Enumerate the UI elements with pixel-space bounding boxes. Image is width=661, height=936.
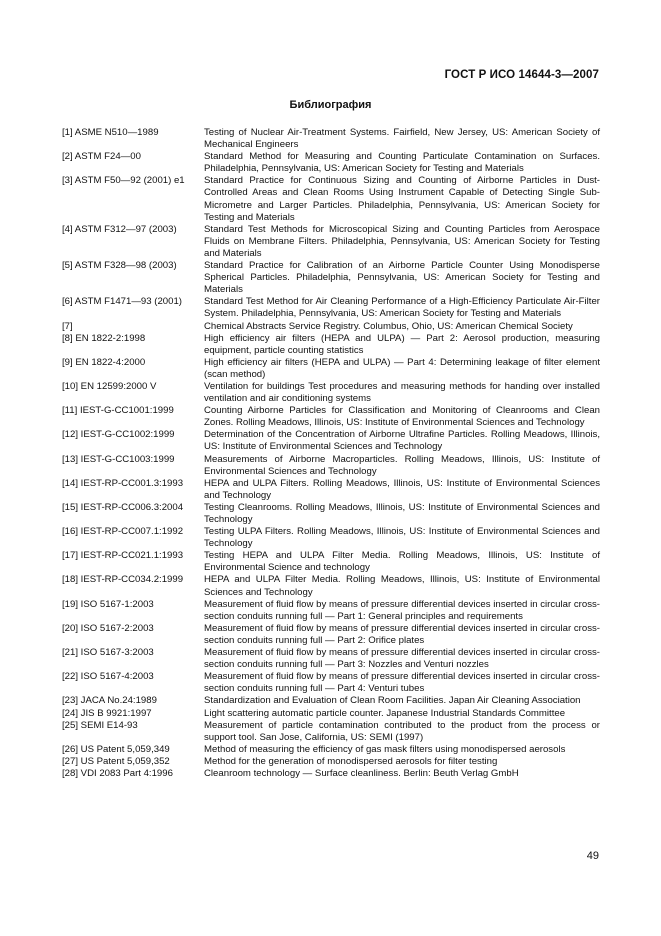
entry-description: Measurement of fluid flow by means of pressure differential devices inserted in circular cross-section conduits running full — Part 1: General principles and requirements bbox=[204, 598, 600, 622]
entry-description: Counting Airborne Particles for Classification and Monitoring of Cleanrooms and Clean Zones. Rolling Meadows, Illinois, US: Institute of Environmental Sciences and Technology bbox=[204, 405, 600, 429]
entry-reference: [16] IEST-RP-CC007.1:1992 bbox=[62, 526, 184, 538]
entry-description: Method for the generation of monodispersed aerosols for filter testing bbox=[204, 755, 498, 767]
bibliography-entry bbox=[62, 333, 600, 357]
entry-reference: [27] US Patent 5,059,352 bbox=[62, 755, 170, 767]
entry-reference: [12] IEST-G-CC1002:1999 bbox=[62, 429, 175, 441]
bibliography-entry bbox=[62, 647, 600, 671]
entry-description: Measurement of fluid flow by means of pressure differential devices inserted in circular cross-section conduits running full — Part 2: Orifice plates bbox=[204, 622, 600, 646]
entry-reference: [21] ISO 5167-3:2003 bbox=[62, 647, 154, 659]
bibliography-entry bbox=[62, 623, 600, 647]
bibliography-entry bbox=[62, 260, 600, 296]
entry-description: Testing ULPA Filters. Rolling Meadows, Illinois, US: Institute of Environmental Sciences and Technology bbox=[204, 526, 600, 550]
bibliography-entry bbox=[62, 127, 600, 151]
entry-reference: [24] JIS B 9921:1997 bbox=[62, 707, 152, 719]
bibliography-entry bbox=[62, 454, 600, 478]
entry-description: High efficiency air filters (HEPA and ULPA) — Part 4: Determining leakage of filter element (scan method) bbox=[204, 356, 600, 380]
entry-reference: [7] bbox=[62, 320, 73, 332]
entry-description: Measurements of Airborne Macroparticles. Rolling Meadows, Illinois, US: Institute of Environmental Sciences and Technology bbox=[204, 453, 600, 477]
entry-description: Cleanroom technology — Surface cleanliness. Berlin: Beuth Verlag GmbH bbox=[204, 767, 519, 779]
entry-reference: [18] IEST-RP-CC034.2:1999 bbox=[62, 574, 184, 586]
bibliography-entry bbox=[62, 756, 600, 768]
entry-reference: [6] ASTM F1471—93 (2001) bbox=[62, 296, 182, 308]
entry-reference: [22] ISO 5167-4:2003 bbox=[62, 671, 154, 683]
entry-reference: [4] ASTM F312—97 (2003) bbox=[62, 223, 177, 235]
entry-reference: [5] ASTM F328—98 (2003) bbox=[62, 260, 177, 272]
bibliography-entry bbox=[62, 671, 600, 695]
entry-reference: [25] SEMI E14-93 bbox=[62, 719, 138, 731]
entry-description: Standard Method for Measuring and Counting Particulate Contamination on Surfaces. Philadelphia, Pennsylvania, US: American Society for Testing and Materials bbox=[204, 151, 600, 175]
entry-reference: [3] ASTM F50—92 (2001) e1 bbox=[62, 175, 185, 187]
entry-reference: [1] ASME N510—1989 bbox=[62, 127, 159, 138]
entry-description: Measurement of fluid flow by means of pressure differential devices inserted in circular cross-section conduits running full — Part 3: Nozzles and Venturi nozzles bbox=[204, 647, 600, 671]
bibliography-entry bbox=[62, 599, 600, 623]
entry-description: Method of measuring the efficiency of gas mask filters using monodispersed aerosols bbox=[204, 743, 566, 755]
entry-description: Standard Practice for Calibration of an Airborne Particle Counter Using Monodisperse Spherical Particles. Philadelphia, Pennsylvania, US: American Society for Testing and Materials bbox=[204, 260, 600, 296]
entry-reference: [8] EN 1822-2:1998 bbox=[62, 332, 146, 344]
bibliography-entry bbox=[62, 321, 600, 333]
entry-reference: [28] VDI 2083 Part 4:1996 bbox=[62, 767, 173, 779]
bibliography-entry bbox=[62, 357, 600, 381]
page-title: Библиография bbox=[289, 99, 372, 111]
entry-reference: [19] ISO 5167-1:2003 bbox=[62, 598, 154, 610]
entry-description: Standard Practice for Continuous Sizing and Counting of Airborne Particles in Dust-Controlled Areas and Clean Rooms Using Instrument Capable of Detecting Single Sub-Micrometre and Larger Particles. Philadelphia, Pennsylvania, US: American Society for Testing and Materials bbox=[204, 175, 600, 223]
bibliography-entry bbox=[62, 296, 600, 320]
entry-reference: [10] EN 12599:2000 V bbox=[62, 380, 157, 392]
bibliography-entry bbox=[62, 381, 600, 405]
entry-reference: [23] JACA No.24:1989 bbox=[62, 695, 157, 707]
entry-reference: [13] IEST-G-CC1003:1999 bbox=[62, 453, 175, 465]
bibliography-entry bbox=[62, 720, 600, 744]
entry-description: Determination of the Concentration of Airborne Ultrafine Particles. Rolling Meadows, Illinois, US: Institute of Environmental Sciences and Technology bbox=[204, 429, 600, 453]
bibliography-entry bbox=[62, 175, 600, 223]
entry-description: Testing of Nuclear Air-Treatment Systems. Fairfield, New Jersey, US: American Society of Mechanical Engineers bbox=[204, 127, 600, 151]
entry-reference: [11] IEST-G-CC1001:1999 bbox=[62, 405, 174, 417]
entry-description: Measurement of fluid flow by means of pressure differential devices inserted in circular cross-section conduits running full — Part 4: Venturi tubes bbox=[204, 671, 600, 695]
entry-description: HEPA and ULPA Filter Media. Rolling Meadows, Illinois, US: Institute of Environmental Sciences and Technology bbox=[204, 574, 600, 598]
entry-description: Chemical Abstracts Service Registry. Columbus, Ohio, US: American Chemical Society bbox=[204, 320, 573, 332]
bibliography-entry bbox=[62, 744, 600, 756]
entry-reference: [9] EN 1822-4:2000 bbox=[62, 356, 146, 368]
entry-description: Light scattering automatic particle counter. Japanese Industrial Standards Committee bbox=[204, 707, 566, 719]
standard-designation: ГОСТ Р ИСО 14644-3—2007 bbox=[444, 69, 599, 81]
bibliography-entry bbox=[62, 768, 600, 780]
entry-description: Testing Cleanrooms. Rolling Meadows, Illinois, US: Institute of Environmental Sciences and Technology bbox=[204, 501, 600, 525]
bibliography-list bbox=[62, 127, 600, 780]
bibliography-entry bbox=[62, 550, 600, 574]
entry-description: Standardization and Evaluation of Clean Room Facilities. Japan Air Cleaning Association bbox=[204, 695, 581, 707]
bibliography-entry bbox=[62, 405, 600, 429]
entry-reference: [20] ISO 5167-2:2003 bbox=[62, 622, 154, 634]
bibliography-entry bbox=[62, 429, 600, 453]
entry-description: Standard Test Methods for Microscopical Sizing and Counting Particles from Aerospace Fluids on Membrane Filters. Philadelphia, Pennsylvania, US: American Society for Testing and Materials bbox=[204, 223, 600, 259]
bibliography-entry bbox=[62, 574, 600, 598]
entry-reference: [17] IEST-RP-CC021.1:1993 bbox=[62, 550, 184, 562]
bibliography-entry bbox=[62, 478, 600, 502]
entry-description: Testing HEPA and ULPA Filter Media. Rolling Meadows, Illinois, US: Institute of Environmental Science and technology bbox=[204, 550, 600, 574]
entry-description: Ventilation for buildings Test procedures and measuring methods for handing over installed ventilation and air conditioning systems bbox=[204, 380, 600, 405]
entry-description: Measurement of particle contamination contributed to the product from the process or support tool. San Jose, California, US: SEMI (1997) bbox=[204, 719, 600, 743]
entry-reference: [15] IEST-RP-CC006.3:2004 bbox=[62, 501, 184, 513]
bibliography-entry bbox=[62, 151, 600, 175]
entry-reference: [14] IEST-RP-CC001.3:1993 bbox=[62, 477, 184, 489]
entry-reference: [26] US Patent 5,059,349 bbox=[62, 743, 170, 755]
entry-description: High efficiency air filters (HEPA and ULPA) — Part 2: Aerosol production, measuring equipment, particle counting statistics bbox=[204, 332, 600, 356]
entry-description: HEPA and ULPA Filters. Rolling Meadows, Illinois, US: Institute of Environmental Sciences and Technology bbox=[204, 477, 600, 501]
bibliography-entry bbox=[62, 708, 600, 720]
page-number: 49 bbox=[586, 850, 599, 862]
entry-reference: [2] ASTM F24—00 bbox=[62, 151, 141, 163]
bibliography-entry bbox=[62, 695, 600, 707]
bibliography-entry bbox=[62, 526, 600, 550]
entry-description: Standard Test Method for Air Cleaning Performance of a High-Efficiency Particulate Air-Filter System. Philadelphia, Pennsylvania, US: American Society for Testing and Materials bbox=[204, 296, 600, 320]
bibliography-entry bbox=[62, 224, 600, 260]
bibliography-entry bbox=[62, 502, 600, 526]
